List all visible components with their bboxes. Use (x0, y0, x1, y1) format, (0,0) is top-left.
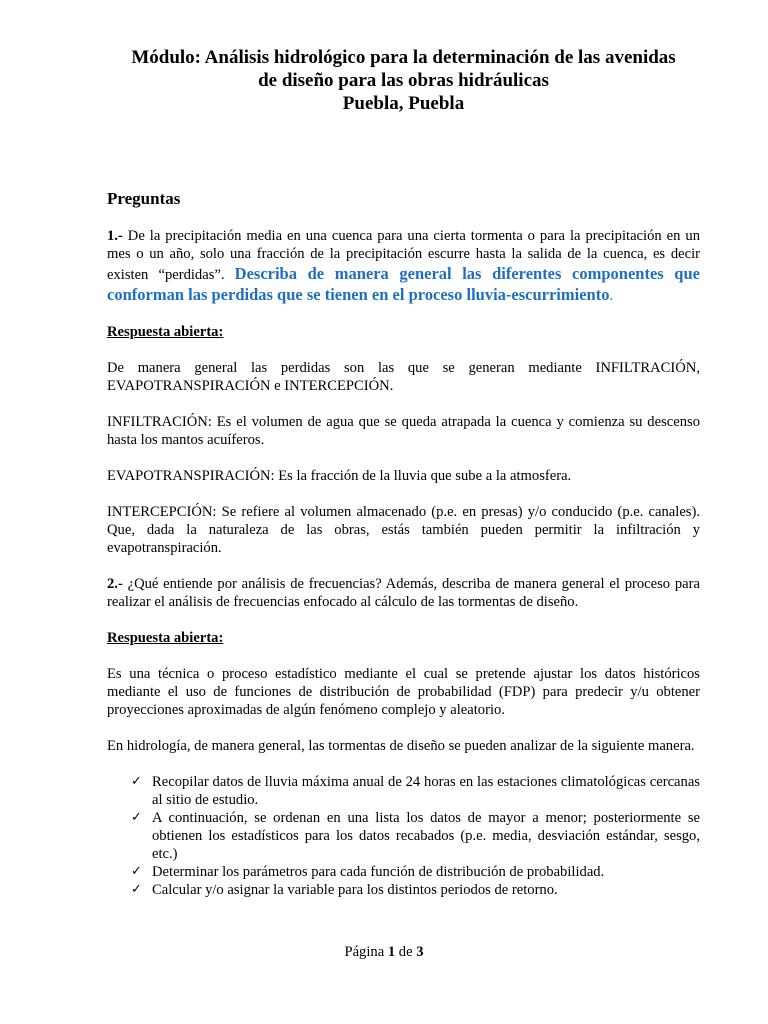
question-1-number: 1.- (107, 228, 123, 244)
list-item (131, 863, 700, 881)
of-word: de (398, 944, 413, 960)
answer-1-paragraph-2: INFILTRACIÓN: Es el volumen de agua que se queda atrapada la cuenca y comienza su descenso hasta los mantos acuíferos. (107, 414, 700, 448)
title-line-2: de diseño para las obras hidráulicas (258, 70, 549, 91)
page-footer (0, 944, 768, 961)
list-item (131, 809, 700, 863)
title-line-3: Puebla, Puebla (342, 93, 465, 114)
answer-1-label (107, 323, 700, 341)
checkmark-icon: ✓ (131, 882, 142, 897)
answer-2-paragraph-1: Es una técnica o proceso estadístico mediante el cual se pretende ajustar los datos históricos mediante el uso de funciones de distribución de probabilidad (FDP) para predecir y/u obtener proyecciones aproximadas de algún fenómeno complejo y aleatorio. (107, 666, 700, 718)
answer-2-paragraph-2: En hidrología, de manera general, las tormentas de diseño se pueden analizar de la siguiente manera. (107, 738, 695, 754)
title-line-1: Módulo: Análisis hidrológico para la determinación de las avenidas (131, 47, 676, 68)
list-item (131, 773, 700, 809)
answer-2-label (107, 629, 700, 647)
question-2-text: ¿Qué entiende por análisis de frecuencias? Además, describa de manera general el proceso para realizar el análisis de frecuencias enfocado al cálculo de las tormentas de diseño. (107, 576, 700, 610)
checkmark-icon: ✓ (131, 774, 142, 789)
answer-1-paragraph-4: INTERCEPCIÓN: Se refiere al volumen almacenado (p.e. en presas) y/o conducido (p.e. canales). Que, dada la naturaleza de las obras, estás también pueden permitir la infiltración y evapotranspiración. (107, 504, 700, 556)
current-page-number: 1 (387, 944, 396, 960)
answer-label: Respuesta abierta: (107, 324, 224, 340)
question-2-number: 2.- (107, 576, 123, 592)
checkmark-icon: ✓ (131, 864, 142, 879)
section-heading: Preguntas (107, 189, 181, 208)
list-item-text: Calcular y/o asignar la variable para los distintos periodos de retorno. (152, 882, 558, 898)
checkmark-icon: ✓ (131, 810, 142, 825)
list-item-text: Recopilar datos de lluvia máxima anual de 24 horas en las estaciones climatológicas cercanas al sitio de estudio. (152, 774, 700, 808)
question-1-text: De la precipitación media en una cuenca para una cierta tormenta o para la precipitación en un mes o un año, solo una fracción de la precipitación escurre hasta la salida de la cuenca, es decir existen “perdidas”. (107, 228, 700, 283)
answer-label: Respuesta abierta: (107, 630, 224, 646)
list-item-text: Determinar los parámetros para cada función de distribución de probabilidad. (152, 864, 605, 880)
question-2 (107, 575, 700, 611)
document-body (107, 188, 700, 899)
page-word: Página (344, 944, 385, 960)
total-pages-number: 3 (416, 944, 424, 960)
answer-1-paragraph-3: EVAPOTRANSPIRACIÓN: Es la fracción de la lluvia que sube a la atmosfera. (107, 468, 572, 484)
list-item (131, 881, 700, 899)
question-1-end: . (609, 288, 614, 304)
question-1 (107, 227, 700, 305)
question-1-highlight: Describa de manera general las diferentes componentes que conforman las perdidas que se tienen en el proceso lluvia-escurrimiento (107, 264, 700, 304)
document-title (100, 46, 707, 115)
answer-1-paragraph-1: De manera general las perdidas son las que se generan mediante INFILTRACIÓN, EVAPOTRANSPIRACIÓN e INTERCEPCIÓN. (107, 360, 700, 394)
list-item-text: A continuación, se ordenan en una lista los datos de mayor a menor; posteriormente se obtienen los estadísticos para los datos recabados (p.e. media, desviación estándar, sesgo, etc.) (152, 810, 700, 862)
steps-list (107, 773, 700, 899)
